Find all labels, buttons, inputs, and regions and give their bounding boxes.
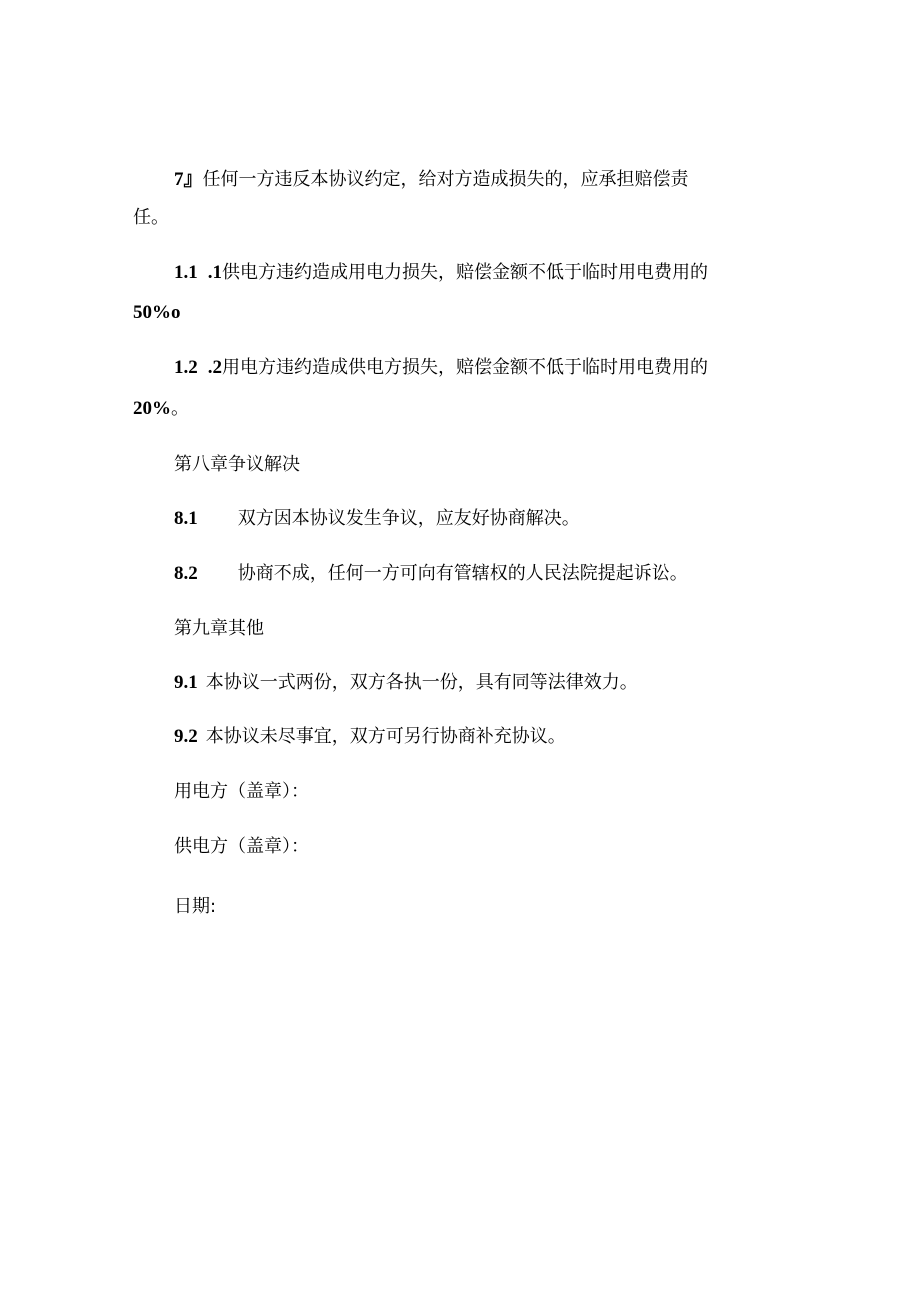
clause-8-2	[174, 561, 688, 586]
supplier-party-label: 供电方（盖章）：	[174, 836, 309, 857]
clause-9-2	[174, 724, 566, 749]
clause-7-1-line2	[133, 300, 181, 325]
clause-7-1-percent: 50%o	[133, 302, 181, 323]
clause-8-1-text: 双方因本协议发生争议，应友好协商解决。	[237, 508, 580, 529]
date-line	[174, 894, 216, 919]
clause-7-2-period: 。	[171, 398, 189, 419]
clause-9-1	[174, 670, 638, 695]
clause-7-line2	[133, 205, 169, 230]
date-label: 日期:	[174, 896, 217, 917]
clause-7-1-text: 供电方违约造成用电力损失，赔偿金额不低于临时用电费用的	[222, 262, 708, 283]
clause-7-1-sub: .1	[207, 262, 222, 283]
user-party-label: 用电方（盖章）：	[174, 781, 309, 802]
clause-7-text-cont: 任。	[133, 207, 169, 228]
clause-7-1-number: 1.1	[174, 262, 198, 283]
clause-7-1-line1	[174, 260, 708, 285]
clause-7-text: 任何一方违反本协议约定，给对方造成损失的，应承担赔偿责	[202, 169, 689, 190]
clause-7-line1	[174, 167, 689, 192]
chapter-9-title-text: 第九章其他	[174, 618, 264, 639]
clause-8-2-text: 协商不成，任何一方可向有管辖权的人民法院提起诉讼。	[237, 563, 688, 584]
supplier-party-signature	[174, 834, 309, 859]
clause-7-2-percent: 20%	[133, 398, 171, 419]
clause-8-2-number: 8.2	[174, 563, 198, 584]
clause-7-2-line2	[133, 396, 189, 421]
clause-8-1	[174, 506, 580, 531]
user-party-signature	[174, 779, 309, 804]
clause-7-2-line1	[174, 355, 708, 380]
clause-9-1-number: 9.1	[174, 672, 198, 693]
clause-7-2-sub: .2	[207, 357, 222, 378]
chapter-8-title	[174, 452, 300, 477]
chapter-9-title	[174, 616, 264, 641]
clause-9-1-text: 本协议一式两份，双方各执一份，具有同等法律效力。	[205, 672, 638, 693]
clause-9-2-number: 9.2	[174, 726, 198, 747]
clause-8-1-number: 8.1	[174, 508, 198, 529]
clause-7-2-number: 1.2	[174, 357, 198, 378]
clause-7-number: 7』	[174, 169, 203, 190]
chapter-8-title-text: 第八章争议解决	[174, 454, 300, 475]
clause-9-2-text: 本协议未尽事宜，双方可另行协商补充协议。	[205, 726, 566, 747]
clause-7-2-text: 用电方违约造成供电方损失，赔偿金额不低于临时用电费用的	[222, 357, 708, 378]
